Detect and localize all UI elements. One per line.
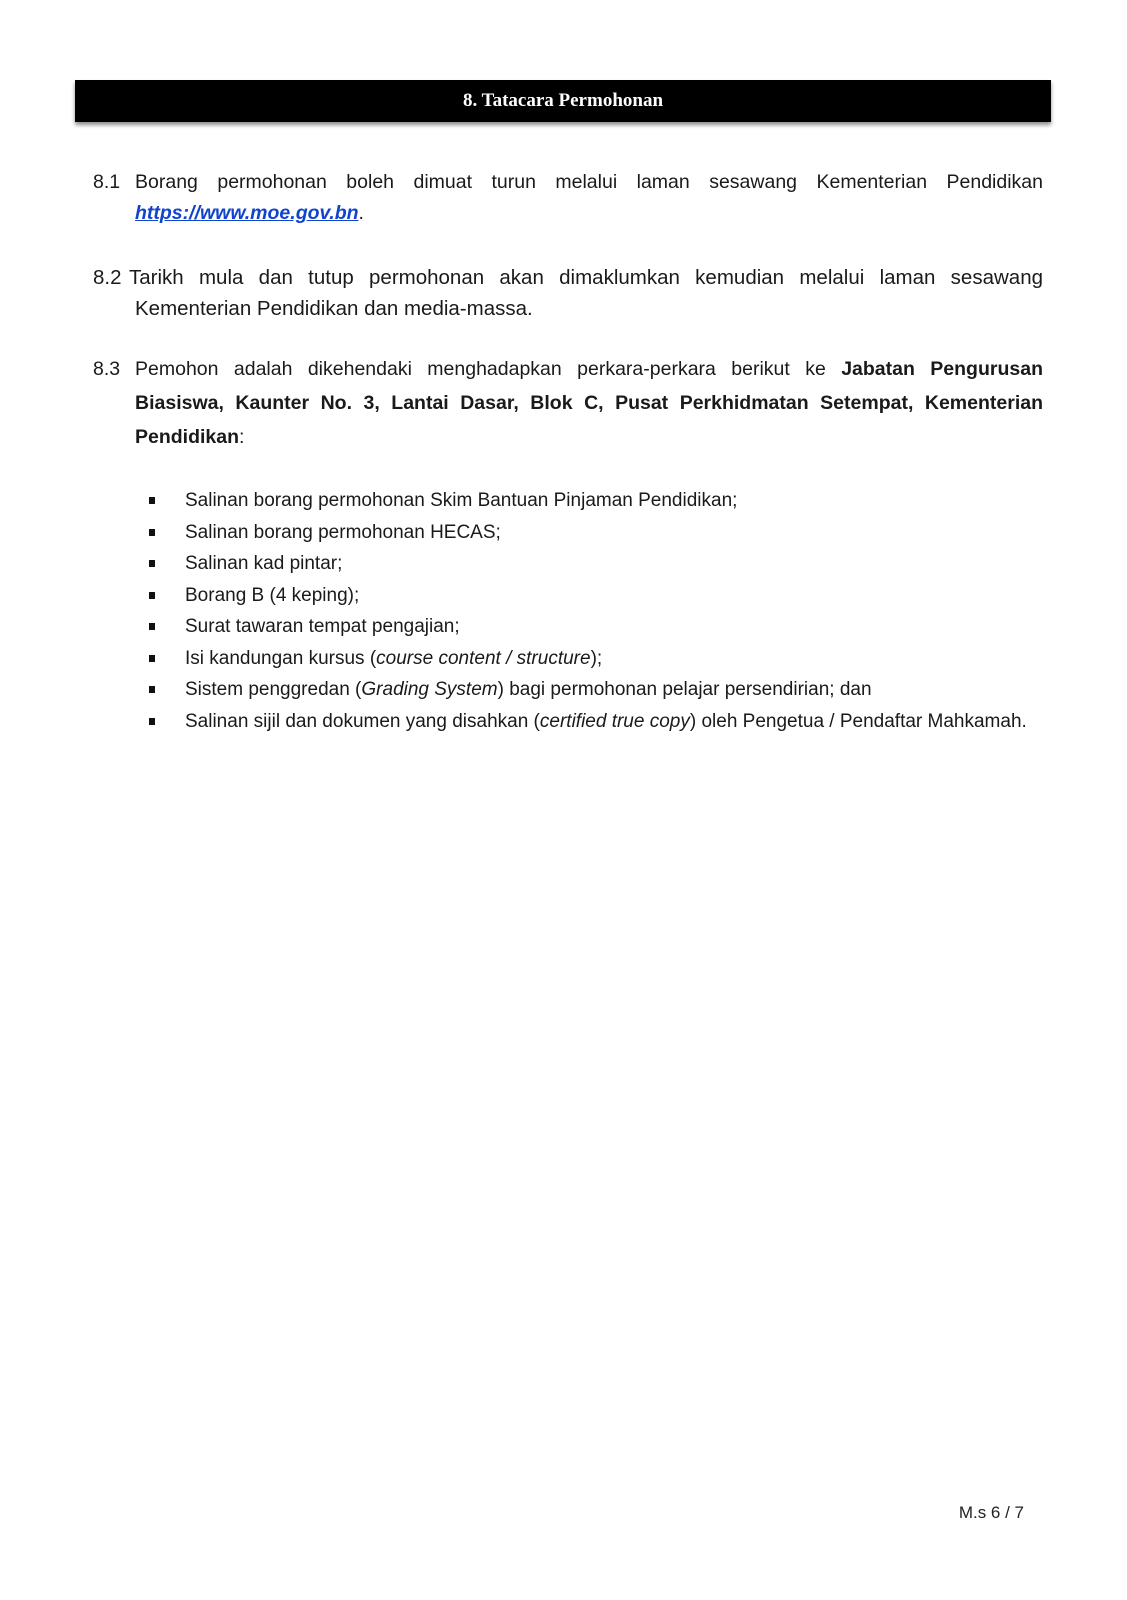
paragraph-body: Tarikh mula dan tutup permohonan akan dimaklumkan kemudian melalui laman sesawang Kementerian Pendidikan dan media-massa.	[129, 266, 1043, 320]
paragraph-text: Pemohon adalah dikehendaki menghadapkan perkara-perkara berikut ke	[135, 358, 842, 380]
list-item	[147, 548, 1044, 580]
bullet-icon	[149, 529, 155, 536]
paragraph-body	[135, 167, 1043, 229]
required-documents-list	[147, 485, 1044, 737]
paragraph-text: Borang permohonan boleh dimuat turun melalui laman sesawang Kementerian Pendidikan	[135, 171, 1043, 193]
list-item-text: ) oleh Pengetua / Pendaftar Mahkamah.	[689, 710, 1027, 732]
bullet-icon	[149, 497, 155, 504]
list-item-text: Sistem penggredan (	[185, 679, 362, 700]
list-item	[147, 611, 1044, 643]
bullet-icon	[149, 686, 155, 693]
list-item-text: Borang B (4 keping);	[185, 584, 360, 606]
bullet-icon	[149, 592, 155, 599]
list-item	[147, 706, 1044, 738]
paragraph-number: 8.3	[93, 358, 121, 380]
list-item-text: );	[590, 647, 603, 669]
bullet-icon	[149, 718, 155, 725]
list-item	[147, 485, 1044, 517]
list-item-text: Salinan kad pintar;	[185, 553, 343, 574]
section-header-bar	[75, 80, 1051, 122]
page-number: M.s 6 / 7	[958, 1503, 1024, 1522]
office-address: Jabatan Pengurusan Biasiswa, Kaunter No. 3, Lantai Dasar, Blok C, Pusat Perkhidmatan Setempat, Kementerian Pendidikan	[135, 358, 1043, 448]
list-item	[147, 580, 1044, 612]
paragraph-8-1	[93, 167, 1043, 229]
list-item	[147, 674, 1044, 706]
section-title: 8. Tatacara Permohonan	[462, 90, 664, 111]
moe-website-link[interactable]: https://www.moe.gov.bn	[135, 202, 359, 224]
paragraph-body	[135, 352, 1043, 454]
paragraph-number: 8.1	[93, 171, 121, 193]
paragraph-number: 8.2	[93, 266, 122, 289]
list-item	[147, 643, 1044, 675]
paragraph-punctuation: :	[239, 426, 245, 448]
bullet-icon	[149, 655, 155, 662]
bullet-icon	[149, 623, 155, 630]
paragraph-8-3	[93, 352, 1043, 454]
list-item	[147, 517, 1044, 549]
paragraph-punctuation: .	[358, 202, 364, 224]
list-item-italic-text: course content / structure	[376, 647, 591, 669]
list-item-text: Salinan borang permohonan HECAS;	[185, 521, 501, 543]
list-item-text: Isi kandungan kursus (	[185, 647, 377, 669]
list-item-italic-text: certified true copy	[539, 710, 690, 732]
paragraph-8-2	[93, 262, 1043, 324]
list-item-text: Surat tawaran tempat pengajian;	[185, 616, 460, 637]
list-item-text: Salinan borang permohonan Skim Bantuan Pinjaman Pendidikan;	[185, 490, 738, 511]
bullet-icon	[149, 560, 155, 567]
list-item-text: ) bagi permohonan pelajar persendirian; dan	[497, 679, 872, 700]
list-item-text: Salinan sijil dan dokumen yang disahkan (	[185, 710, 540, 732]
list-item-italic-text: Grading System	[361, 679, 498, 700]
